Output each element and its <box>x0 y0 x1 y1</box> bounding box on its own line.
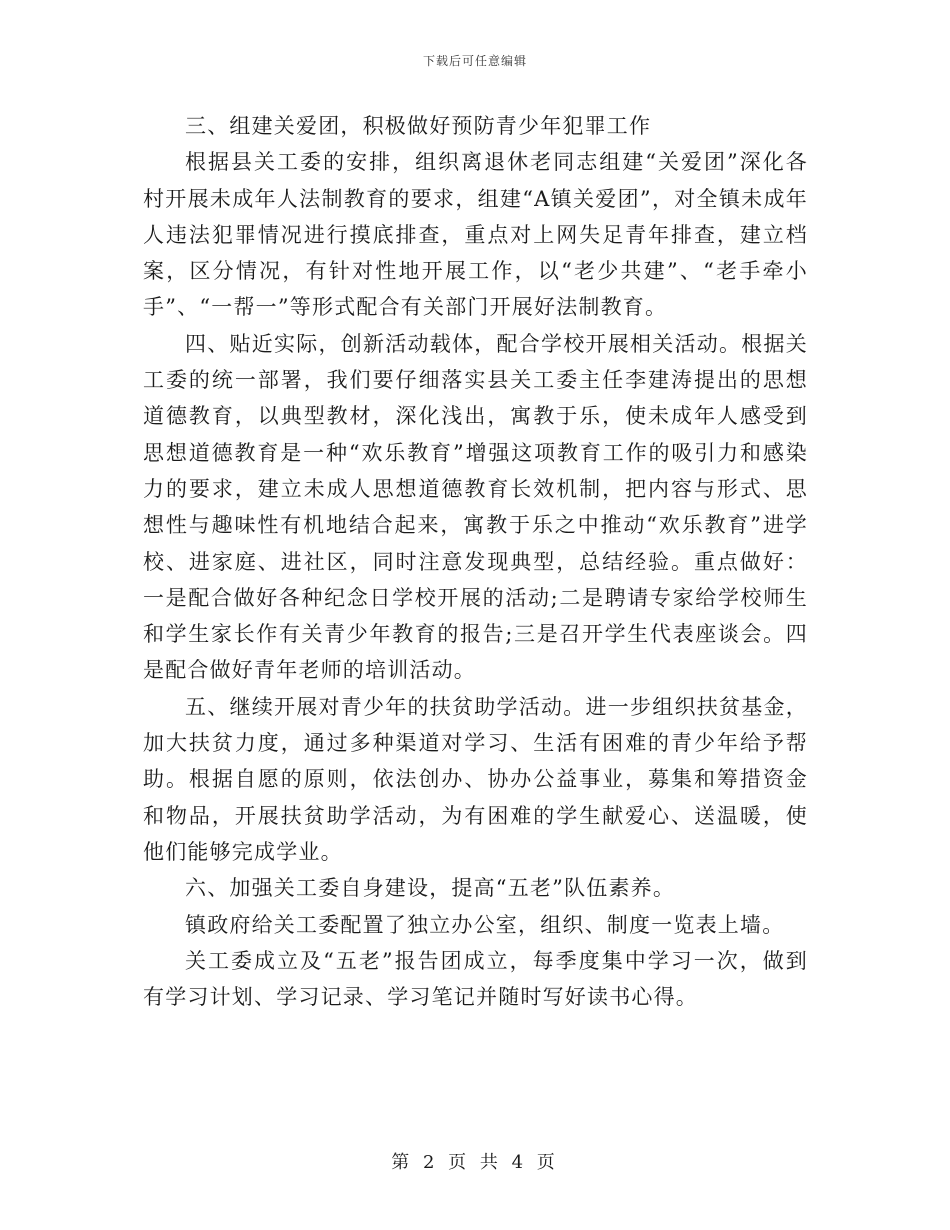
paragraph: 根据县关工委的安排，组织离退休老同志组建“关爱团”深化各村开展未成年人法制教育的要求，组建“A镇关爱团”，对全镇未成年人违法犯罪情况进行摸底排查，重点对上网失足青年排查，建立档案，区分情况，有针对性地开展工作，以“老少共建”、“老手牵小手”、“一帮一”等形式配合有关部门开展好法制教育。 <box>143 150 808 320</box>
paragraph: 五、继续开展对青少年的扶贫助学活动。进一步组织扶贫基金，加大扶贫力度，通过多种渠道对学习、生活有困难的青少年给予帮助。根据自愿的原则，依法创办、协办公益事业，募集和筹措资金和物品，开展扶贫助学活动，为有困难的学生献爱心、送温暖，使他们能够完成学业。 <box>143 694 808 864</box>
section-heading-3: 三、组建关爱团，积极做好预防青少年犯罪工作 <box>185 114 652 138</box>
paragraph: 镇政府给关工委配置了独立办公室，组织、制度一览表上墙。 <box>185 912 785 937</box>
paragraph: 四、贴近实际，创新活动载体，配合学校开展相关活动。根据关工委的统一部署，我们要仔细落实县关工委主任李建涛提出的思想道德教育，以典型教材，深化浅出，寓教于乐，使未成年人感受到思想道德教育是一种“欢乐教育”增强这项教育工作的吸引力和感染力的要求，建立未成人思想道德教育长效机制，把内容与形式、思想性与趣味性有机地结合起来，寓教于乐之中推动“欢乐教育”进学校、进家庭、进社区，同时注意发现典型，总结经验。重点做好：一是配合做好各种纪念日学校开展的活动;二是聘请专家给学校师生和学生家长作有关青少年教育的报告;三是召开学生代表座谈会。四是配合做好青年老师的培训活动。 <box>143 331 808 683</box>
page-number-footer: 第 2 页 共 4 页 <box>391 1152 559 1173</box>
header-note: 下载后可任意编辑 <box>422 54 527 68</box>
document-body <box>143 108 808 1015</box>
section-heading-6: 六、加强关工委自身建设，提高“五老”队伍素养。 <box>185 876 676 901</box>
paragraph: 关工委成立及“五老”报告团成立，每季度集中学习一次，做到有学习计划、学习记录、学习笔记并随时写好读书心得。 <box>143 948 808 1010</box>
